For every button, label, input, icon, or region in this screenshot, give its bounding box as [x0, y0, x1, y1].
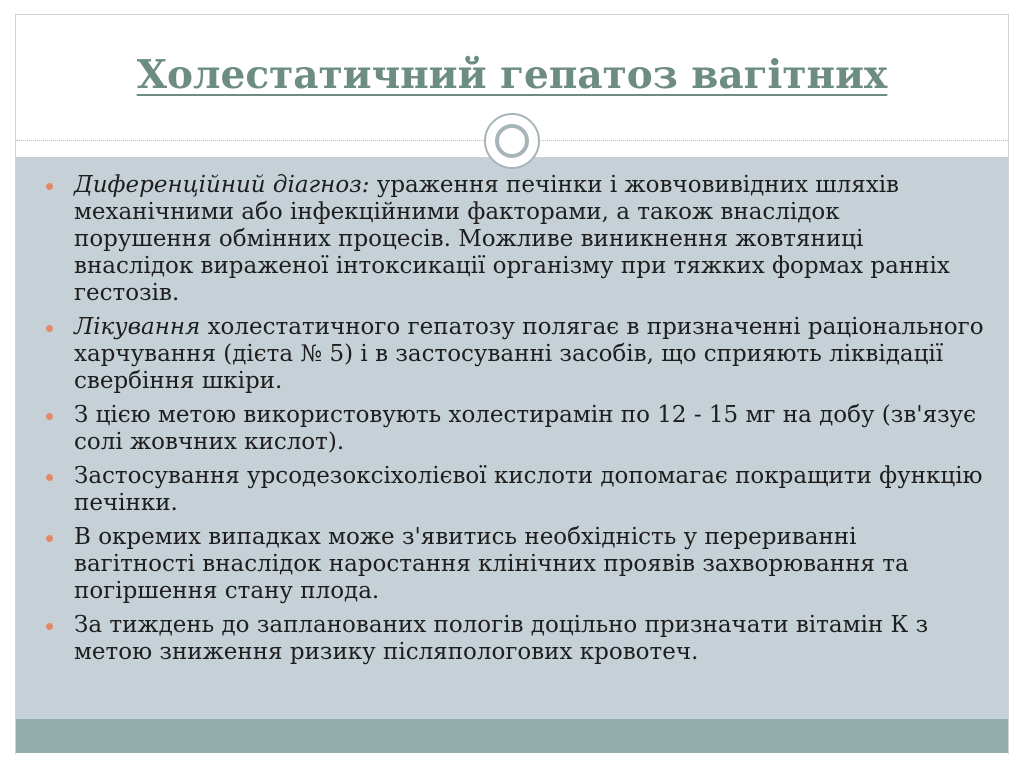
list-item [44, 612, 984, 666]
bullet-text: В окремих випадках може з'явитись необхідність у перериванні вагітності внаслідок наростання клінічних проявів захворювання та погіршення стану плода. [74, 524, 909, 604]
bullet-lead: Диференційний діагноз: [74, 172, 370, 198]
circle-ornament-icon [484, 113, 540, 169]
bottom-band [16, 719, 1008, 753]
bullet-text: Застосування урсодезоксіхолієвої кислоти допомагає покращити функцію печінки. [74, 463, 983, 516]
bullet-list [44, 172, 984, 673]
bullet-dot-icon [46, 183, 53, 190]
bullet-dot-icon [46, 413, 53, 420]
bullet-dot-icon [46, 623, 53, 630]
bullet-text: З цією метою використовують холестирамін по 12 - 15 мг на добу (зв'язує солі жовчних кислот). [74, 402, 977, 455]
bullet-dot-icon [46, 474, 53, 481]
list-item [44, 172, 984, 307]
bullet-dot-icon [46, 535, 53, 542]
list-item [44, 463, 984, 517]
circle-ornament-inner [495, 124, 529, 158]
list-item [44, 402, 984, 456]
list-item [44, 314, 984, 395]
bullet-dot-icon [46, 325, 53, 332]
slide-title: Холестатичний гепатоз вагітних [136, 52, 888, 98]
bullet-text: холестатичного гепатозу полягає в призначенні раціонального харчування (дієта № 5) і в застосуванні засобів, що сприяють ліквідації свербіння шкіри. [74, 314, 984, 394]
bullet-text: ураження печінки і жовчовивідних шляхів механічними або інфекційними факторами, а також внаслідок порушення обмінних процесів. Можливе виникнення жовтяниці внаслідок вираженої інтоксикації організму при тяжких формах ранніх гестозів. [74, 172, 950, 306]
list-item [44, 524, 984, 605]
bullet-text: За тиждень до запланованих пологів доцільно призначати вітамін К з метою зниження ризику післяпологових кровотеч. [74, 612, 929, 665]
bullet-lead: Лікування [74, 314, 201, 340]
